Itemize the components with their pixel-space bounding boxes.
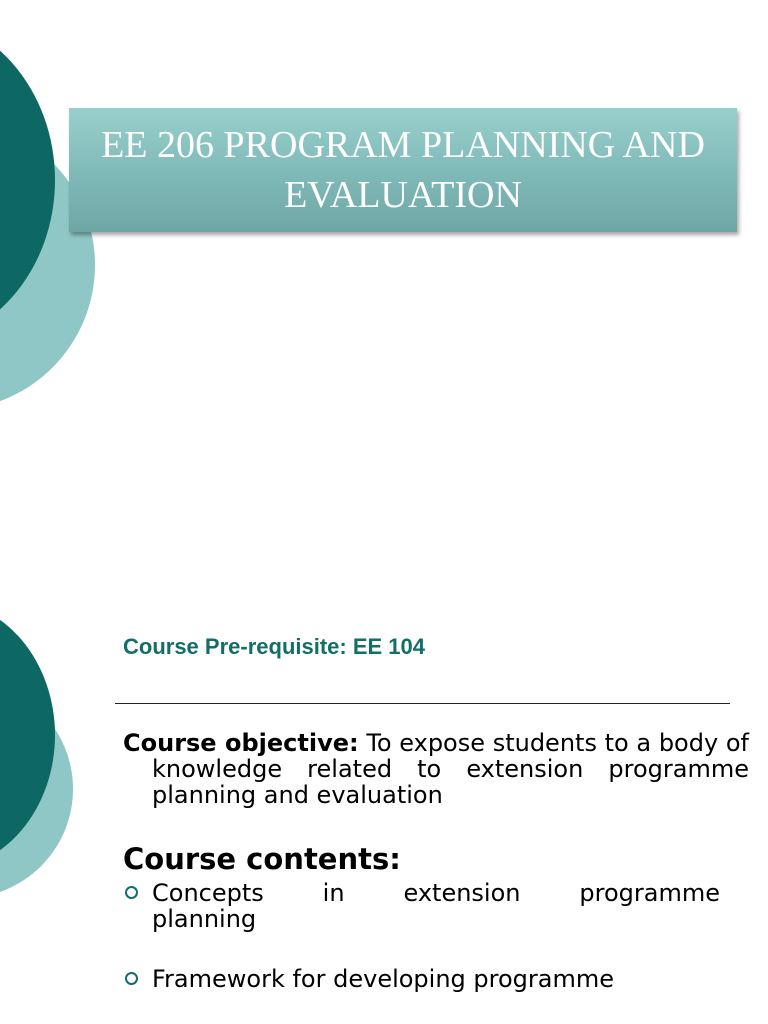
list-item-line: Concepts in extension programme [152,879,720,907]
list-item [123,880,720,932]
list-item-line: planning [152,905,257,933]
slide-2 [0,560,768,1024]
contents-list [123,880,720,992]
list-item-line: Framework for developing programme [152,965,614,993]
divider [115,703,730,704]
course-objective [123,730,749,808]
course-prerequisite: Course Pre-requisite: EE 104 [123,634,426,659]
title-banner [69,108,737,232]
objective-text: To expose students to a body of knowledge related to extension programme planning and evaluation [152,729,749,809]
list-item [123,966,720,992]
contents-heading: Course contents: [123,842,401,876]
slide-title: EE 206 PROGRAM PLANNING AND EVALUATION [101,124,705,216]
objective-label: Course objective: [123,729,359,757]
bullet-circle-icon [125,972,138,985]
bullet-circle-icon [125,886,138,899]
